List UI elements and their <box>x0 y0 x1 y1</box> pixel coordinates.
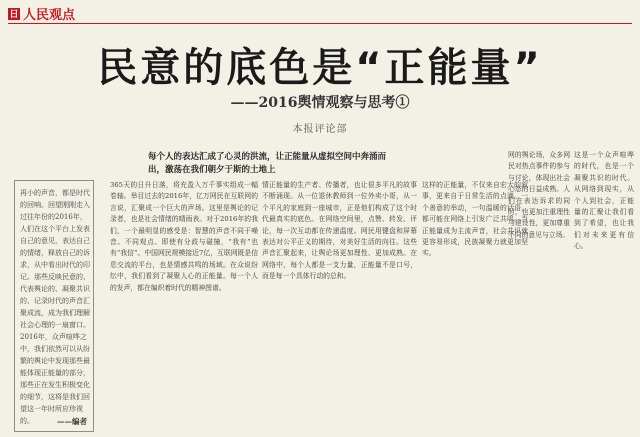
header-divider <box>8 23 632 24</box>
article-headline: 民意的底色是“正能量” <box>97 45 543 91</box>
editor-note-box <box>14 180 94 432</box>
body-column-4: 网的舆论场，众多网民对热点事件的参与与讨论，体现出社会心态的日益成熟。人们在表达诉求的同时，也更加注重理性与建设性，更加尊重不同的意见与立场。 <box>508 151 570 239</box>
newspaper-logo-icon: 日 <box>8 8 20 20</box>
body-column-3: 这样的正能量，不仅来自宏大的叙事，更来自于日常生活的点滴。一个善意的举动，一句温暖的话语，都可能在网络上引发广泛共鸣。当正能量成为主流声音，社会共识就更容易形成，民族凝聚力就更加坚实。 <box>422 181 528 258</box>
editor-note-signature: ——编者 <box>57 417 87 426</box>
body-column-2: 情正能量的生产者、传播者，也让很多平凡的故事不断涌现。从一位退休教师到一位外卖小哥，从一个平凡的家庭到一座城市，正是他们构成了这个时代最真实的底色。在网络空间里，点赞、转发、评论，每一次互动都在传递温度。网民用键盘和屏幕表达对公平正义的期待，对美好生活的向往。这些声音汇聚起来，让舆论场更加理性、更加成熟。在网络中，每个人都是一支力量，正能量不是口号，而是每一个具体行动的总和。 <box>262 181 417 281</box>
section-title: 人民观点 <box>23 8 76 23</box>
masthead <box>8 4 75 23</box>
body-column-5: 这是一个众声喧哗的时代，也是一个凝聚共识的时代。从网络到现实，从个人到社会，正能量的汇聚让我们看到了希望，也让我们对未来更有信心。 <box>574 151 634 251</box>
body-column-1: 365天的日升日落，将充盈入万千事实组成一幅卷轴。举目过去的2016年，亿万网民在互联网的言说，汇聚成一个巨大的声场。这里是舆论的记录者，也是社会情绪的晴雨表。对于2016年的我们，一个最明显的感受是：智慧的声音不同于噪音。不同观点、即使有分歧与碰撞，“我有”也有“我信”。中国网民规模接近7亿，互联网既是信息交流的平台，也是情感共鸣的场域。在众说纷纭中，我们看到了凝聚人心的正能量。每一个人的发声，都在编织着时代的精神图谱。 <box>110 181 258 292</box>
article-subtitle: ——2016舆情观察与思考① <box>230 95 410 111</box>
editor-note-text: 再小的声音，都是时代的回响。回望刚刚走入过往年份的2016年，人们在这个平台上发表自己的意见，表达自己的情绪，释放自己的诉求，从中看出时代的印记。那些反映民意的、代表舆论的、凝聚共识的、记录时代的声音汇聚成流，成为我们理解社会心理的一扇窗口。2016年，众声喧哗之中，我们依然可以从纷繁的舆论中发现那些最能体现正能量的部分，那些正在发生积极变化的细节，这将是我们回望这一年时所应珍视的。 <box>20 189 90 425</box>
article-byline: 本报评论部 <box>292 124 348 135</box>
article-lead: 每个人的表达汇成了心灵的洪流，让正能量从虚拟空间中奔涌而出，激荡在我们朝夕于斯的土地上 <box>148 152 387 175</box>
